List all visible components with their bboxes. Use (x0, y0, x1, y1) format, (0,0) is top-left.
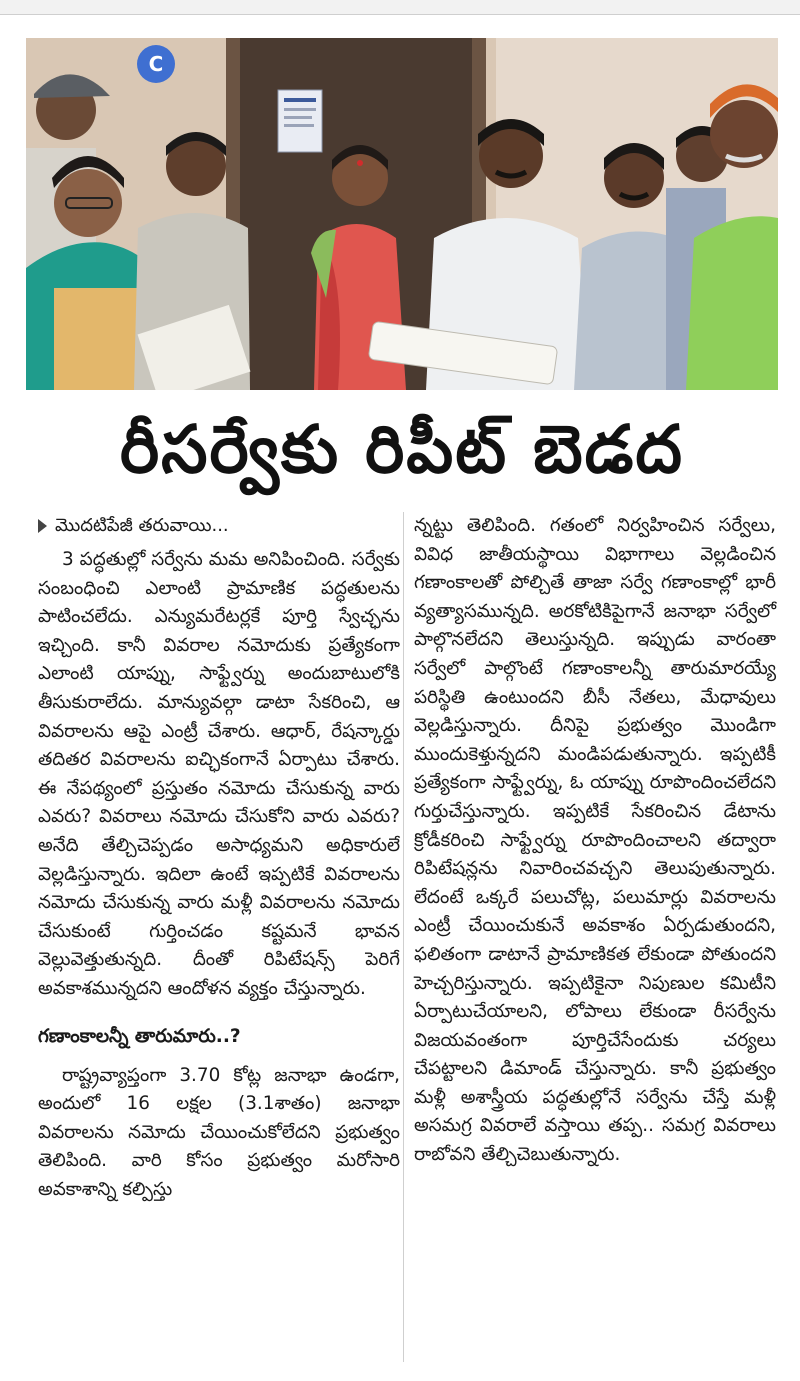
body-paragraph: న్నట్టు తెలిపింది. గతంలో నిర్వహించిన సర్వేలు, వివిధ జాతీయస్థాయి విభాగాలు వెల్లడించిన గణాంకాలతో పోల్చితే తాజా సర్వే గణాంకాల్లో భారీ వ్యత్యాసమున్నది. అరకోటికిపైగానే జనాభా సర్వేలో పాల్గొనలేదని తెలుస్తున్నది. ఇప్పుడు వారంతా సర్వేలో పాల్గొంటే గణాంకాలన్నీ తారుమారయ్యే పరిస్థితి ఉంటుందని బీసీ నేతలు, మేధావులు వెల్లడిస్తున్నారు. దీనిపై ప్రభుత్వం మొండిగా ముందుకెళ్తున్నదని మండిపడుతున్నారు. ఇప్పటికీ ప్రత్యేకంగా సాఫ్ట్వేర్ను, ఓ యాప్ను రూపొందించలేదని గుర్తుచేస్తున్నారు. ఇప్పటికే సేకరించిన డేటాను క్రోడీకరించి సాఫ్ట్వేర్ను రూపొందించాలని తద్వారా రిపిటేషన్లను నివారించవచ్చని తెలుపుతున్నారు. లేదంటే ఒక్కరే పలుచోట్ల, పలుమార్లు వివరాలను ఎంట్రీ చేయించుకునే అవకాశం ఏర్పడుతుందని, ఫలితంగా డాటానే ప్రామాణికత లేకుండా పోతుందని హెచ్చరిస్తున్నారు. ఇప్పటికైనా నిపుణుల కమిటీని ఏర్పాటుచేయాలని, లోపాలు లేకుండా రీసర్వేను విజయవంతంగా పూర్తిచేసేందుకు చర్యలు చేపట్టాలని డిమాండ్ చేస్తున్నారు. కానీ ప్రభుత్వం మళ్లీ అశాస్త్రీయ పద్ధతుల్లోనే సర్వేను చేస్తే మళ్లీ అసమగ్ర వివరాలే వస్తాయి తప్ప.. సమగ్ర వివరాలు రాబోవని తేల్చిచెబుతున్నారు. (414, 515, 776, 1166)
article-left-column (38, 512, 400, 1204)
channel-logo-letter: C (148, 52, 164, 76)
subheading: గణాంకాలన్నీ తారుమారు..? (38, 1025, 241, 1047)
top-rule (0, 0, 800, 15)
chevron-right-icon (38, 519, 47, 533)
article-right-column (414, 512, 776, 1170)
headline: రీసర్వేకు రిపీట్ బెడద (119, 411, 685, 488)
column-divider (403, 512, 404, 1362)
body-paragraph: రాష్ట్రవ్యాప్తంగా 3.70 కోట్ల జనాభా ఉండగా, అందులో 16 లక్షల (3.1శాతం) జనాభా వివరాలను నమోదు చేయించుకోలేదని ప్రభుత్వం తెలిపింది. వారి కోసం ప్రభుత్వం మరోసారి అవకాశాన్ని కల్పిస్తు (38, 1064, 400, 1200)
kicker (38, 512, 400, 540)
body-paragraph: 3 పద్ధతుల్లో సర్వేను మమ అనిపించింది. సర్వేకు సంబంధించి ఎలాంటి ప్రామాణిక పద్ధతులను పాటించలేదు. ఎన్యుమరేటర్లకే పూర్తి స్వేచ్ఛను ఇచ్చింది. కానీ వివరాల నమోదుకు ప్రత్యేకంగా ఎలాంటి యాప్ను, సాఫ్ట్వేర్ను అందుబాటులోకి తీసుకురాలేదు. మాన్యువల్గా డాటా సేకరించి, ఆ వివరాలను ఆపై ఎంట్రీ చేశారు. ఆధార్, రేషన్కార్డు తదితర వివరాలను ఐచ్ఛికంగానే ఏర్పాటు చేశారు. ఈ నేపథ్యంలో ప్రస్తుతం నమోదు చేసుకున్న వారు ఎవరు? వివరాలు నమోదు చేసుకోని వారు ఎవరు? అనేది తేల్చిచెప్పడం అసాధ్యమని అధికారులే వెల్లడిస్తున్నారు. ఇదిలా ఉంటే ఇప్పటికే వివరాలను నమోదు చేసుకున్న వారు మళ్లీ వివరాలను నమోదు చేసుకుంటే గుర్తించడం కష్టమనే భావన వెల్లువెత్తుతున్నది. దీంతో రిపిటేషన్స్ పెరిగే అవకాశమున్నదని ఆందోళన వ్యక్తం చేస్తున్నారు. (38, 549, 400, 999)
news-photo (26, 38, 778, 390)
photo-illustration (26, 38, 778, 390)
kicker-text: మొదటిపేజీ తరువాయి... (55, 515, 229, 536)
